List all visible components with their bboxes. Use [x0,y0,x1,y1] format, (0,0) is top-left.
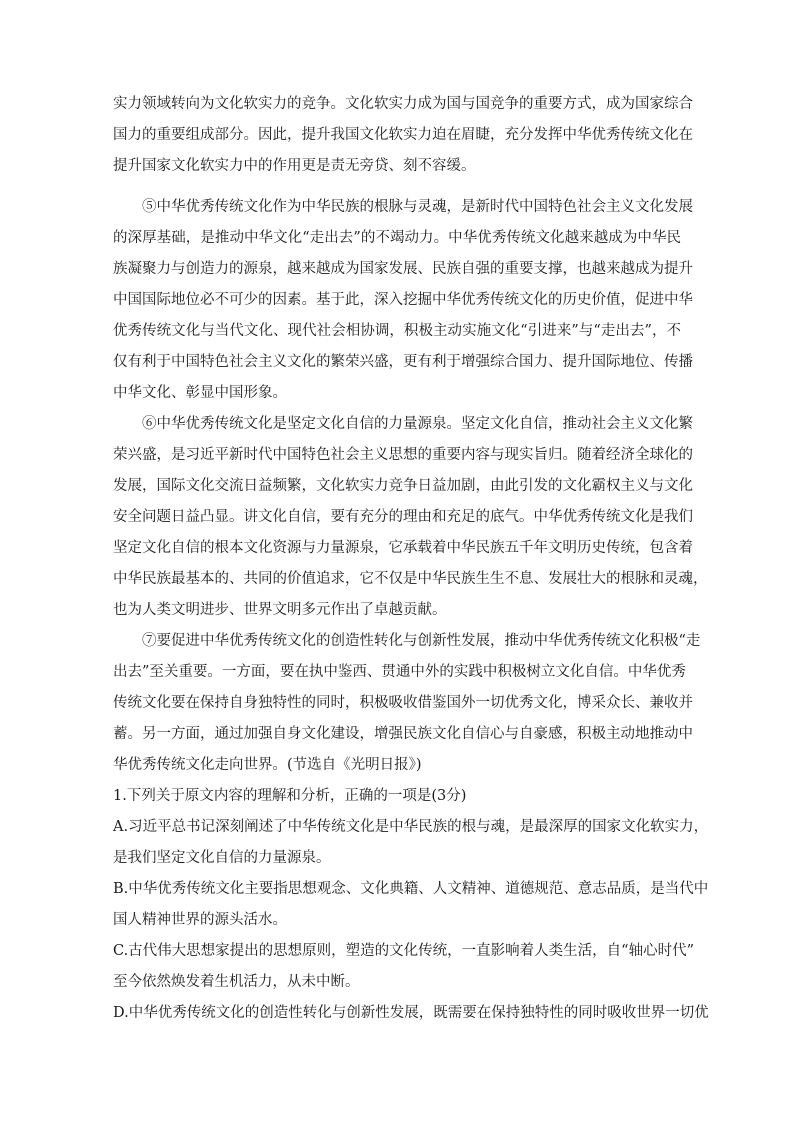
text-line: 提升国家文化软实力中的作用更是责无旁贷、刻不容缓。 [113,158,476,174]
text-line: 荣兴盛，是习近平新时代中国特色社会主义思想的重要内容与现实旨归。随着经济全球化的 [113,447,693,463]
option-b: B.中华优秀传统文化主要指思想观念、文化典籍、人文精神、道德规范、意志品质，是当代中 [113,881,709,897]
text-line: ⑦要促进中华优秀传统文化的创造性转化与创新性发展，推动中华优秀传统文化积极“走 [113,633,701,649]
text-line: 安全问题日益凸显。讲文化自信，要有充分的理由和充足的底气。中华优秀传统文化是我们 [113,509,693,525]
text-line: 优秀传统文化与当代文化、现代社会相协调，积极主动实施文化“引进来”与“走出去”，不 [113,323,681,339]
text-line: 也为人类文明进步、世界文明多元作出了卓越贡献。 [113,602,447,618]
text-line: 中华文化、彰显中国形象。 [113,385,287,401]
text-line: ⑥中华优秀传统文化是坚定文化自信的力量源泉。坚定文化自信，推动社会主义文化繁 [113,416,693,432]
option-c: C.古代伟大思想家提出的思想原则，塑造的文化传统，一直影响着人类生活，自“轴心时代” [113,943,695,959]
option-a: A.习近平总书记深刻阐述了中华传统文化是中华民族的根与魂，是最深厚的国家文化软实力， [113,819,709,835]
text-line: ⑤中华优秀传统文化作为中华民族的根脉与灵魂，是新时代中国特色社会主义文化发展 [113,199,693,215]
option-a-cont: 是我们坚定文化自信的力量源泉。 [113,850,331,866]
text-line: 传统文化要在保持自身独特性的同时，积极吸收借鉴国外一切优秀文化，博采众长、兼收并 [113,695,693,711]
text-line: 仅有利于中国特色社会主义文化的繁荣兴盛，更有利于增强综合国力、提升国际地位、传播 [113,354,693,370]
text-line: 实力领域转向为文化软实力的竞争。文化软实力成为国与国竞争的重要方式，成为国家综合 [113,96,693,112]
text-line: 中国国际地位必不可少的因素。基于此，深入挖掘中华优秀传统文化的历史价值，促进中华 [113,292,693,308]
text-line: 国力的重要组成部分。因此，提升我国文化软实力迫在眉睫，充分发挥中华优秀传统文化在 [113,127,693,143]
text-line: 中华民族最基本的、共同的价值追求，它不仅是中华民族生生不息、发展壮大的根脉和灵魂， [113,571,708,587]
text-line: 的深厚基础，是推动中华文化“走出去”的不竭动力。中华优秀传统文化越来越成为中华民 [113,230,681,246]
text-line: 出去”至关重要。一方面，要在执中鉴西、贯通中外的实践中积极树立文化自信。中华优秀 [113,664,686,680]
text-line: 华优秀传统文化走向世界。(节选自《光明日报》) [113,757,422,773]
option-d: D.中华优秀传统文化的创造性转化与创新性发展，既需要在保持独特性的同时吸收世界一切优 [113,1005,709,1021]
text-line: 蓄。另一方面，通过加强自身文化建设，增强民族文化自信心与自豪感，积极主动地推动中 [113,726,693,742]
question-stem: 1.下列关于原文内容的理解和分析，正确的一项是(3分) [113,788,467,804]
text-line: 族凝聚力与创造力的源泉，越来越成为国家发展、民族自强的重要支撑，也越来越成为提升 [113,261,693,277]
text-line: 坚定文化自信的根本文化资源与力量源泉，它承载着中华民族五千年文明历史传统，包含着 [113,540,693,556]
text-line: 发展，国际文化交流日益频繁，文化软实力竞争日益加剧，由此引发的文化霸权主义与文化 [113,478,693,494]
option-c-cont: 至今依然焕发着生机活力，从未中断。 [113,974,360,990]
option-b-cont: 国人精神世界的源头活水。 [113,912,287,928]
